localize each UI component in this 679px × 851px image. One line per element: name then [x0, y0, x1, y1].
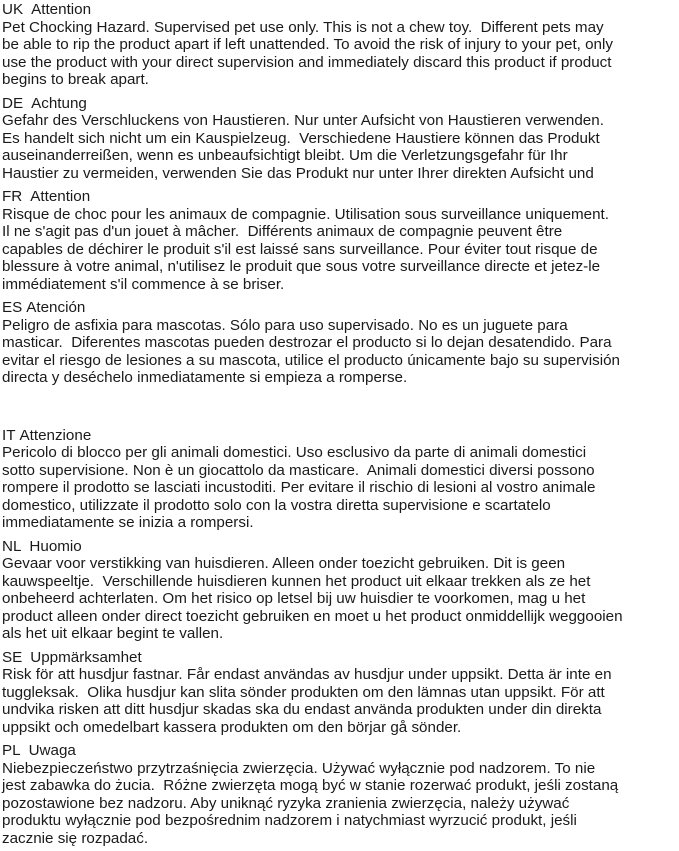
warning-line: kauwspeeltje. Verschillende huisdieren kunnen het product uit elkaar trekken als ze het [2, 572, 591, 590]
block-header [2, 742, 679, 760]
block-title: Atención [26, 299, 86, 316]
warning-line: Il ne s'agit pas d'un jouet à mâcher. Différents animaux de compagnie peuvent être [2, 223, 563, 240]
warning-line: product alleen onder direct toezicht gebruiken en moet u het product onmiddellijk weggooien [2, 607, 623, 625]
warning-line: Gefahr des Verschluckens von Haustieren. Nur unter Aufsicht von Haustieren verwenden. [2, 112, 604, 129]
warning-line: capables de déchirer le produit s'il est laissé sans surveillance. Pour éviter tout risque de [2, 240, 598, 258]
warning-line: pozostawione bez nadzoru. Aby uniknąć ryzyka zranienia zwierzęcia, należy używać [2, 794, 570, 812]
block-header [2, 427, 679, 445]
warning-block-pl [2, 742, 679, 847]
block-title: Huomio [29, 537, 82, 555]
language-code: SE [2, 648, 23, 666]
block-header [2, 188, 679, 206]
warning-line: jest zabawka do żucia. Różne zwierzęta mogą być w stanie rozerwać produkt, jeśli zostaną [2, 777, 619, 794]
warning-line: masticar. Diferentes mascotas pueden destrozar el producto si lo dejan desatendido. Para [2, 334, 612, 351]
block-title: Attenzione [19, 426, 92, 444]
block-header [2, 1, 679, 19]
block-title: Uwaga [28, 742, 76, 759]
block-header [2, 538, 679, 556]
warning-block-fr [2, 188, 679, 293]
warning-block-de [2, 95, 679, 183]
warning-line: Risk för att husdjur fastnar. Får endast användas av husdjur under uppsikt. Detta är inte en [2, 666, 612, 683]
warning-line: Risque de choc pour les animaux de compagnie. Utilisation sous surveillance uniquement. [2, 205, 609, 223]
warning-line: als het uit elkaar begint te vallen. [2, 625, 224, 642]
warning-line: sotto supervisione. Non è un giocattolo da masticare. Animali domestici diversi possono [2, 461, 595, 479]
warning-line: evitar el riesgo de lesiones a su mascota, utilice el producto únicamente bajo su supervisión [2, 351, 620, 369]
warning-line: Es handelt sich nicht um ein Kauspielzeug. Verschiedene Haustiere können das Produkt [2, 129, 600, 147]
block-title: Uppmärksamhet [30, 648, 142, 666]
warning-line: Niebezpieczeństwo przytrzaśnięcia zwierzęcia. Używać wyłącznie pod nadzorem. To nie [2, 759, 596, 777]
warning-line: onbeheerd achterlaten. Om het risico op letsel bij uw huisdier te voorkomen, mag u het [2, 590, 586, 607]
warning-line: use the product with your direct supervision and immediately discard this product if product [2, 53, 612, 71]
warning-line: begins to break apart. [2, 71, 149, 88]
block-title: Attention [30, 188, 91, 205]
warning-line: uppsikt och omedelbart kassera produkten om den börjar gå sönder. [2, 718, 462, 736]
warning-line: blessure à votre animal, n'utilisez le produit que sous votre surveillance directe et jetez-le [2, 258, 601, 275]
warning-line: auseinanderreißen, wenn es unbeaufsichtigt bleibt. Um die Verletzungsgefahr für Ihr [2, 147, 568, 164]
warning-line: rompere il prodotto se lasciati incustoditi. Per evitare il rischio di lesioni al vostro animale [2, 479, 596, 496]
warning-line: undvika risken att ditt husdjur skadas ska du endast använda produkten under din direkta [2, 701, 602, 718]
warning-block-se [2, 649, 679, 737]
warning-block-es [2, 299, 679, 387]
language-code: NL [2, 537, 22, 555]
warning-line: Pet Chocking Hazard. Supervised pet use only. This is not a chew toy. Different pets may [2, 18, 604, 36]
language-code: UK [2, 1, 24, 18]
block-header [2, 95, 679, 113]
warning-line: Pericolo di blocco per gli animali domestici. Uso esclusivo da parte di animali domestici [2, 444, 587, 461]
block-title: Attention [31, 1, 92, 18]
language-code: DE [2, 94, 24, 112]
block-title: Achtung [31, 94, 87, 112]
warning-line: Gevaar voor verstikking van huisdieren. Alleen onder toezicht gebruiken. Dit is geen [2, 555, 566, 572]
warning-line: domestico, utilizzate il prodotto solo con la vostra diretta supervisione e scartatelo [2, 496, 551, 514]
warning-line: Peligro de asfixia para mascotas. Sólo para uso supervisado. No es un juguete para [2, 316, 568, 334]
warning-line: be able to rip the product apart if left unattended. To avoid the risk of injury to your pet, only [2, 36, 613, 53]
warning-line: immédiatement s'il commence à se briser. [2, 275, 285, 293]
warning-block-uk [2, 1, 679, 89]
warning-line: produktu wyłącznie pod bezpośrednim nadzorem i natychmiast wyrzucić produkt, jeśli [2, 812, 577, 829]
language-code: FR [2, 188, 23, 205]
block-header [2, 299, 679, 317]
warning-block-nl [2, 538, 679, 643]
warning-line: Haustier zu vermeiden, verwenden Sie das Produkt nur unter Ihrer direkten Aufsicht und [2, 164, 594, 182]
language-code: ES [2, 299, 23, 316]
warning-line: directa y deséchelo inmediatamente si empieza a romperse. [2, 369, 408, 386]
warning-line: immediatamente se inizia a rompersi. [2, 514, 254, 531]
warning-block-it [2, 427, 679, 532]
warning-line: zacznie się rozpadać. [2, 829, 149, 847]
language-code: PL [2, 742, 21, 759]
language-code: IT [2, 426, 16, 444]
block-header [2, 649, 679, 667]
warning-line: tuggleksak. Olika husdjur kan slita sönder produkten om den lämnas utan uppsikt. För att [2, 683, 605, 701]
